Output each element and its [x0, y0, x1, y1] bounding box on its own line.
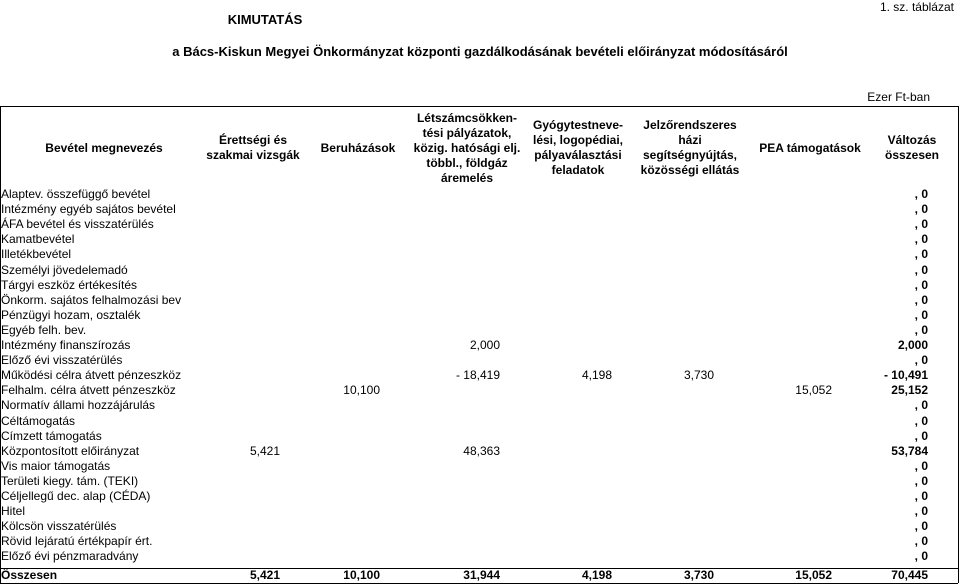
col-header-exams: Érettségi és szakmai vizsgák — [206, 133, 300, 162]
table-row — [0, 383, 958, 398]
col-header-pea: PEA támogatások — [759, 140, 861, 155]
table-cell: 2,000 — [897, 338, 928, 352]
row-label: Egyéb felh. bev. — [1, 322, 87, 337]
row-label: Központosított előirányzat — [1, 443, 140, 458]
table-cell: 2,000 — [469, 338, 500, 352]
table-row — [0, 429, 958, 444]
table-cell: 53,784 — [891, 443, 928, 458]
table-cell: 5,421 — [249, 443, 280, 458]
table-row — [0, 263, 958, 278]
row-label: Tárgyi eszköz értékesítés — [1, 277, 138, 292]
table-cell: 10,100 — [343, 383, 380, 398]
table-cell: , 0 — [914, 353, 928, 368]
table-cell: , 0 — [914, 534, 928, 549]
table-row — [0, 414, 958, 429]
row-label: Előző évi pénzmaradvány — [1, 549, 139, 564]
row-label: Céltámogatás — [1, 413, 76, 428]
table-row — [0, 217, 958, 232]
report-subtitle: a Bács-Kiskun Megyei Önkormányzat központi gazdálkodásának bevételi előirányzat módosításáról — [172, 44, 788, 59]
row-label: Önkorm. sajátos felhalmozási bev — [1, 292, 182, 307]
table-cell: 48,363 — [463, 443, 500, 458]
table-row — [0, 444, 958, 459]
table-row — [0, 504, 958, 519]
row-label: Pénzügyi hozam, osztalék — [1, 307, 141, 322]
table-row — [0, 549, 958, 564]
row-label: Alaptev. összefüggő bevétel — [1, 187, 151, 201]
table-row — [0, 489, 958, 504]
row-label: Intézmény egyéb sajátos bevétel — [1, 202, 176, 217]
table-row — [0, 293, 958, 308]
table-cell: , 0 — [914, 277, 928, 292]
row-label: Területi kiegy. tám. (TEKI) — [1, 473, 139, 488]
col-header-total-change: Változás összesen — [884, 133, 940, 162]
col-header-staff-reduction: Létszámcsökken-tési pályázatok, közig. hatósági elj. többl., földgáz áremelés — [413, 110, 521, 185]
table-right-border — [958, 106, 959, 583]
row-label: Céljellegű dec. alap (CÉDA) — [1, 489, 151, 503]
total-cell: 31,944 — [463, 568, 500, 582]
table-cell: , 0 — [914, 398, 928, 413]
table-row — [0, 368, 958, 383]
table-cell: , 0 — [914, 187, 928, 201]
table-cell: 25,152 — [891, 383, 928, 398]
table-cell: 15,052 — [795, 383, 832, 398]
table-row — [0, 459, 958, 474]
row-label: Működési célra átvett pénzeszköz — [1, 368, 182, 383]
total-label: Összesen — [1, 568, 58, 582]
row-label: Személyi jövedelemadó — [1, 262, 128, 277]
row-label: Illetékbevétel — [1, 247, 72, 262]
table-row — [0, 353, 958, 368]
col-header-investments: Beruházások — [320, 140, 396, 155]
table-bottom-border — [0, 583, 958, 584]
table-row — [0, 519, 958, 534]
col-header-therapy: Gyógytestneve-lési, logopédiai, pályaválasztási feladatok — [532, 118, 624, 177]
row-label: Kamatbevétel — [1, 232, 75, 247]
table-cell: , 0 — [914, 504, 928, 519]
table-cell: , 0 — [914, 202, 928, 217]
table-row — [0, 338, 958, 353]
row-label: Hitel — [1, 504, 26, 519]
table-cell: 3,730 — [683, 368, 714, 383]
table-row — [0, 398, 958, 413]
total-cell: 15,052 — [795, 568, 832, 582]
total-cell: 4,198 — [581, 568, 612, 582]
table-cell: , 0 — [914, 322, 928, 337]
table-row — [0, 474, 958, 489]
row-label: Előző évi visszatérülés — [1, 353, 123, 368]
total-cell: 10,100 — [343, 568, 380, 582]
table-cell: - 10,491 — [883, 368, 928, 383]
table-cell: , 0 — [914, 247, 928, 262]
table-row — [0, 187, 958, 202]
table-cell: , 0 — [914, 458, 928, 473]
table-cell: , 0 — [914, 292, 928, 307]
table-number: 1. sz. táblázat — [879, 0, 954, 14]
row-label: Intézmény finanszírozás — [1, 338, 131, 352]
col-header-name: Bevétel megnevezés — [45, 140, 163, 155]
table-row — [0, 202, 958, 217]
table-row — [0, 308, 958, 323]
table-cell: , 0 — [914, 549, 928, 564]
table-row — [0, 534, 958, 549]
row-label: Címzett támogatás — [1, 428, 102, 443]
table-cell: , 0 — [914, 217, 928, 232]
table-row — [0, 323, 958, 338]
total-cell: 5,421 — [249, 568, 280, 582]
report-title: KIMUTATÁS — [227, 12, 303, 27]
table-row — [0, 232, 958, 247]
row-label: ÁFA bevétel és visszatérülés — [1, 217, 154, 232]
row-label: Normatív állami hozzájárulás — [1, 398, 156, 413]
row-label: Kölcsön visszatérülés — [1, 519, 117, 534]
table-cell: , 0 — [914, 519, 928, 534]
table-row — [0, 247, 958, 262]
table-cell: , 0 — [914, 428, 928, 443]
table-row — [0, 278, 958, 293]
table-cell: , 0 — [914, 413, 928, 428]
table-cell: - 18,419 — [455, 368, 500, 383]
total-row — [0, 568, 958, 583]
row-label: Vis maior támogatás — [1, 458, 111, 473]
unit-label: Ezer Ft-ban — [867, 90, 930, 104]
table-cell: , 0 — [914, 489, 928, 503]
table-cell: , 0 — [914, 473, 928, 488]
row-label: Felhalm. célra átvett pénzeszköz — [1, 383, 176, 398]
table-cell: , 0 — [914, 307, 928, 322]
table-cell: , 0 — [914, 232, 928, 247]
table-cell: , 0 — [914, 262, 928, 277]
col-header-alarm-system: Jelzőrendszeres házi segítségnyújtás, közösségi ellátás — [640, 118, 740, 177]
table-cell: 4,198 — [581, 368, 612, 383]
total-cell: 70,445 — [891, 568, 928, 582]
row-label: Rövid lejáratú értékpapír ért. — [1, 534, 153, 549]
total-cell: 3,730 — [683, 568, 714, 582]
